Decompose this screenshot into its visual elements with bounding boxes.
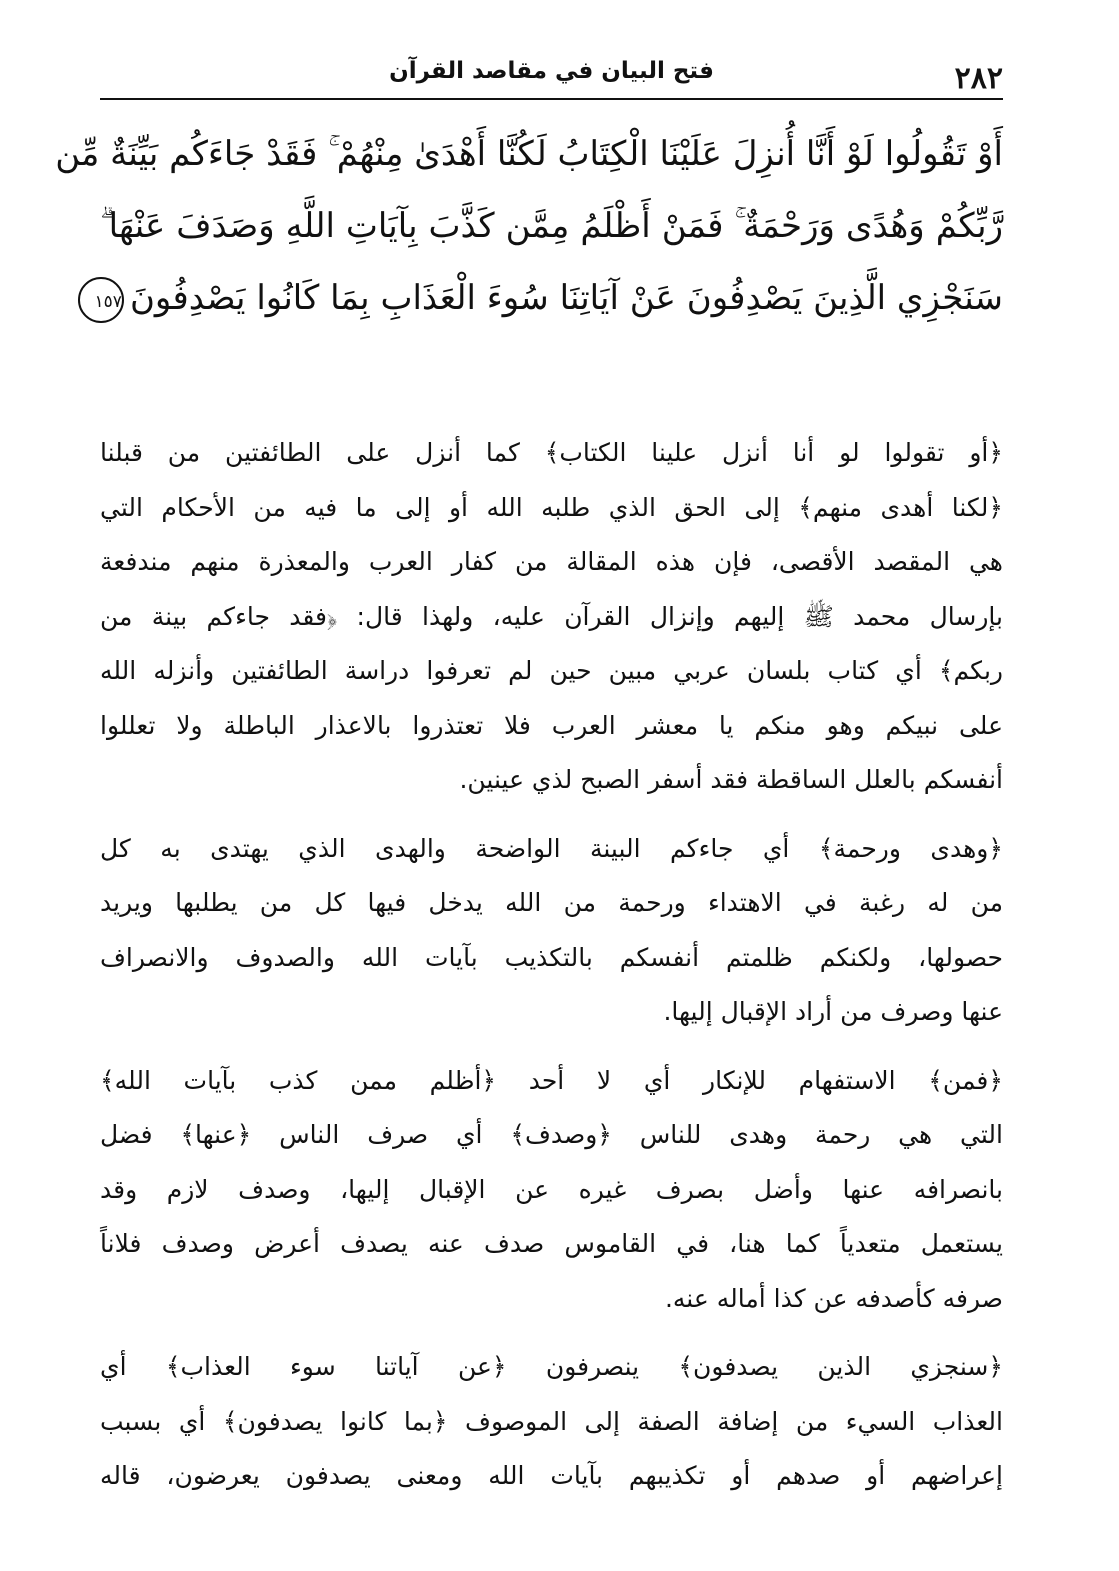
- commentary-paragraph: [100, 1340, 1003, 1504]
- book-title: فتح البيان في مقاصد القرآن: [389, 58, 714, 84]
- commentary-text: [100, 426, 1003, 1518]
- text-line: العذاب السيء من إضافة الصفة إلى الموصوف ﴿بما كانوا يصدفون﴾ أي بسبب: [100, 1406, 1003, 1436]
- text-line: صرفه كأصدفه عن كذا أماله عنه.: [664, 1283, 1003, 1313]
- text-line: ﴿فمن﴾ الاستفهام للإنكار أي لا أحد ﴿أظلم ممن كذب بآيات الله﴾: [100, 1065, 1003, 1095]
- text-line: من له رغبة في الاهتداء ورحمة من الله يدخل فيها كل من يطلبها ويريد: [100, 888, 1003, 917]
- commentary-paragraph: [100, 426, 1003, 808]
- text-line: بإرسال محمد ﷺ إليهم وإنزال القرآن عليه، ولهذا قال: ﴿فقد جاءكم بينة من: [100, 601, 1003, 631]
- text-line: ربكم﴾ أي كتاب بلسان عربي مبين حين لم تعرفوا دراسة الطائفتين وأنزله الله: [100, 656, 1003, 685]
- text-line: عنها وصرف من أراد الإقبال إليها.: [663, 997, 1003, 1026]
- commentary-paragraph: [100, 1054, 1003, 1327]
- text-line: التي هي رحمة وهدى للناس ﴿وصدف﴾ أي صرف الناس ﴿عنها﴾ فضل: [100, 1120, 1003, 1149]
- quran-verse-line: رَّبِّكُمْ وَهُدًى وَرَحْمَةٌ ۚ فَمَنْ أَظْلَمُ مِمَّن كَذَّبَ بِآيَاتِ اللَّهِ وَصَدَفَ عَنْهَا ۗ: [100, 206, 1003, 246]
- page-number: ٢٨٢: [954, 61, 1003, 96]
- header-divider: [100, 98, 1003, 100]
- text-line: بانصرافه عنها وأضل بصرف غيره عن الإقبال إليها، وصدف لازم وقد: [100, 1174, 1003, 1204]
- text-line: ﴿سنجزي الذين يصدفون﴾ ينصرفون ﴿عن آياتنا سوء العذاب﴾ أي: [100, 1352, 1003, 1381]
- text-line: يستعمل متعدياً كما هنا، في القاموس صدف عنه يصدف أعرض وصدف فلاناً: [100, 1229, 1003, 1258]
- quran-verse-text: سَنَجْزِي الَّذِينَ يَصْدِفُونَ عَنْ آيَاتِنَا سُوءَ الْعَذَابِ بِمَا كَانُوا يَصْدِفُونَ: [129, 278, 1003, 318]
- text-line: حصولها، ولكنكم ظلمتم أنفسكم بالتكذيب بآيات الله والصدوف والانصراف: [100, 942, 1003, 972]
- text-line: ﴿وهدى ورحمة﴾ أي جاءكم البينة الواضحة والهدى الذي يهتدى به كل: [100, 833, 1003, 863]
- text-line: ﴿لكنا أهدى منهم﴾ إلى الحق الذي طلبه الله أو إلى ما فيه من الأحكام التي: [100, 492, 1003, 522]
- text-line: هي المقصد الأقصى، فإن هذه المقالة من كفار العرب والمعذرة منهم مندفعة: [100, 547, 1003, 576]
- text-line: على نبيكم وهو منكم يا معشر العرب فلا تعتذروا بالاعذار الباطلة ولا تعللوا: [100, 710, 1003, 740]
- quran-verse-line: أَوْ تَقُولُوا لَوْ أَنَّا أُنزِلَ عَلَيْنَا الْكِتَابُ لَكُنَّا أَهْدَىٰ مِنْهُمْ ۚ فَقَدْ جَاءَكُم بَيِّنَةٌ مِّن: [55, 134, 1003, 174]
- commentary-paragraph: [100, 822, 1003, 1040]
- quran-verse-block: [55, 118, 1003, 334]
- text-line: أنفسكم بالعلل الساقطة فقد أسفر الصبح لذي عينين.: [459, 765, 1003, 794]
- page-header: [100, 52, 1003, 100]
- quran-verse-line-last: [94, 262, 1003, 334]
- text-line: إعراضهم أو صدهم أو تكذيبهم بآيات الله ومعنى يصدفون يعرضون، قاله: [100, 1461, 1003, 1490]
- text-line: ﴿أو تقولوا لو أنا أنزل علينا الكتاب﴾ كما أنزل على الطائفتين من قبلنا: [100, 438, 1003, 467]
- ayah-number-marker: ١٥٧: [78, 277, 124, 323]
